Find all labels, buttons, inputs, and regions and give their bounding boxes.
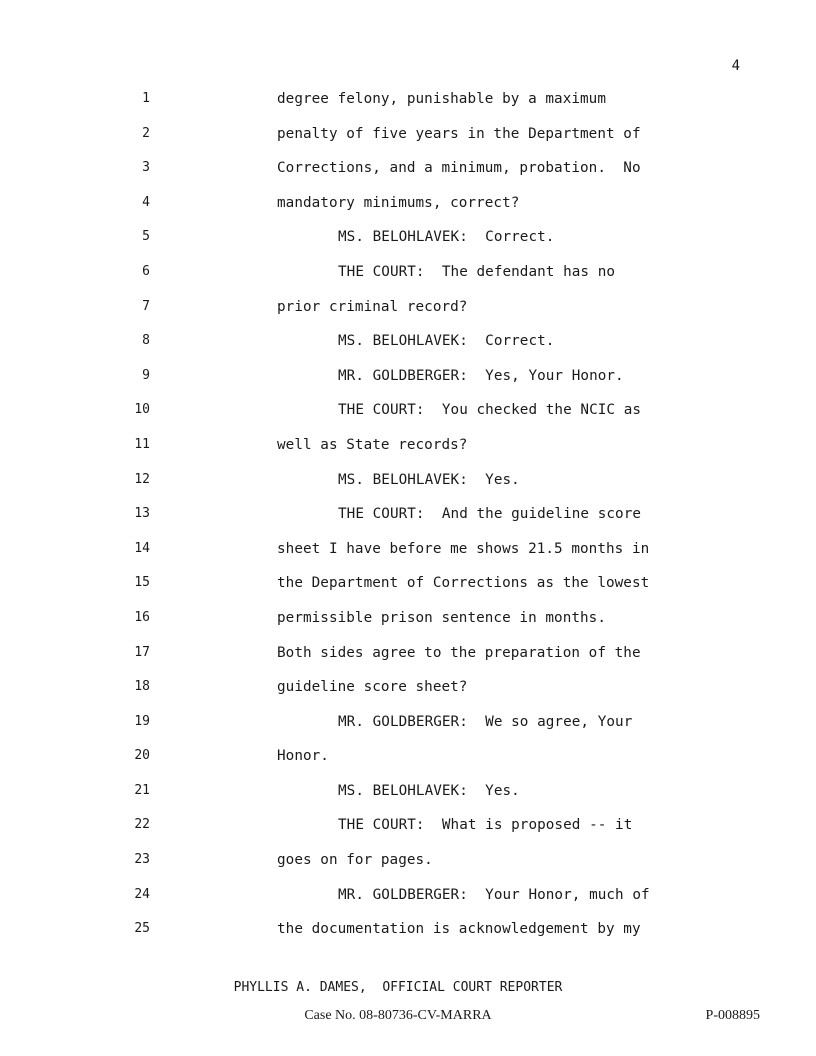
line-text: THE COURT: You checked the NCIC as bbox=[338, 402, 642, 419]
transcript-line bbox=[0, 193, 816, 228]
page-number: 4 bbox=[731, 58, 740, 74]
transcript-line bbox=[0, 573, 816, 608]
transcript-line bbox=[0, 608, 816, 643]
transcript-line bbox=[0, 539, 816, 574]
line-text: well as State records? bbox=[277, 436, 468, 453]
line-number: 7 bbox=[142, 298, 150, 314]
line-text: penalty of five years in the Department of bbox=[277, 125, 641, 142]
transcript-line bbox=[0, 815, 816, 850]
line-number: 17 bbox=[134, 644, 150, 660]
line-number: 13 bbox=[134, 506, 150, 522]
line-text: MS. BELOHLAVEK: Yes. bbox=[338, 471, 520, 488]
transcript-line bbox=[0, 366, 816, 401]
line-text: mandatory minimums, correct? bbox=[277, 194, 520, 211]
line-number: 21 bbox=[134, 782, 150, 798]
transcript-line bbox=[0, 885, 816, 920]
line-number: 25 bbox=[134, 921, 150, 937]
line-text: THE COURT: And the guideline score bbox=[338, 506, 642, 523]
line-number: 1 bbox=[142, 91, 150, 106]
transcript-line bbox=[0, 262, 816, 297]
transcript-line bbox=[0, 227, 816, 262]
line-number: 11 bbox=[134, 436, 150, 452]
line-text: degree felony, punishable by a maximum bbox=[277, 91, 606, 107]
transcript-line bbox=[0, 297, 816, 332]
line-text: permissible prison sentence in months. bbox=[277, 609, 606, 626]
line-text: prior criminal record? bbox=[277, 298, 468, 315]
bates-number: P-008895 bbox=[705, 1008, 760, 1023]
line-text: MS. BELOHLAVEK: Correct. bbox=[338, 229, 555, 246]
line-text: sheet I have before me shows 21.5 months in bbox=[277, 540, 650, 557]
transcript-line bbox=[0, 89, 816, 124]
line-number: 19 bbox=[134, 713, 150, 729]
line-number: 2 bbox=[142, 125, 150, 141]
line-number: 9 bbox=[142, 367, 150, 383]
line-number: 16 bbox=[134, 609, 150, 625]
line-text: MR. GOLDBERGER: Yes, Your Honor. bbox=[338, 367, 624, 384]
transcript-line bbox=[0, 677, 816, 712]
court-reporter-footer bbox=[0, 980, 816, 995]
line-number: 12 bbox=[134, 471, 150, 487]
line-number: 20 bbox=[134, 748, 150, 764]
line-text: goes on for pages. bbox=[277, 852, 433, 869]
transcript-line bbox=[0, 919, 816, 954]
transcript-line bbox=[0, 781, 816, 816]
transcript-line bbox=[0, 158, 816, 193]
transcript-line bbox=[0, 470, 816, 505]
line-number: 23 bbox=[134, 852, 150, 868]
transcript-line bbox=[0, 712, 816, 747]
transcript-line bbox=[0, 643, 816, 678]
line-text: THE COURT: What is proposed -- it bbox=[338, 817, 633, 834]
line-text: MR. GOLDBERGER: We so agree, Your bbox=[338, 713, 633, 730]
line-text: MS. BELOHLAVEK: Yes. bbox=[338, 782, 520, 799]
line-number: 22 bbox=[134, 817, 150, 833]
line-number: 14 bbox=[134, 540, 150, 556]
line-number: 6 bbox=[142, 263, 150, 279]
case-number: Case No. 08-80736-CV-MARRA bbox=[304, 1008, 492, 1023]
transcript-line bbox=[0, 400, 816, 435]
line-number: 4 bbox=[142, 194, 150, 210]
line-text: the Department of Corrections as the lowest bbox=[277, 575, 650, 592]
line-text: THE COURT: The defendant has no bbox=[338, 263, 616, 280]
line-text: Both sides agree to the preparation of the bbox=[277, 644, 641, 661]
transcript-body bbox=[0, 89, 816, 954]
line-text: guideline score sheet? bbox=[277, 679, 468, 696]
line-number: 10 bbox=[134, 402, 150, 418]
transcript-line bbox=[0, 746, 816, 781]
line-text: MS. BELOHLAVEK: Correct. bbox=[338, 333, 555, 350]
line-text: Corrections, and a minimum, probation. No bbox=[277, 160, 641, 177]
line-text: Honor. bbox=[277, 748, 329, 765]
transcript-line bbox=[0, 124, 816, 159]
line-number: 3 bbox=[142, 160, 150, 176]
line-text: the documentation is acknowledgement by my bbox=[277, 921, 641, 938]
line-number: 8 bbox=[142, 333, 150, 349]
transcript-line bbox=[0, 435, 816, 470]
line-number: 5 bbox=[142, 229, 150, 245]
transcript-line bbox=[0, 504, 816, 539]
transcript-line bbox=[0, 850, 816, 885]
court-reporter-name: PHYLLIS A. DAMES, OFFICIAL COURT REPORTER bbox=[233, 980, 563, 995]
line-text: MR. GOLDBERGER: Your Honor, much of bbox=[338, 886, 650, 903]
line-number: 15 bbox=[134, 575, 150, 591]
line-number: 24 bbox=[134, 886, 150, 902]
line-number: 18 bbox=[134, 679, 150, 695]
transcript-line bbox=[0, 331, 816, 366]
